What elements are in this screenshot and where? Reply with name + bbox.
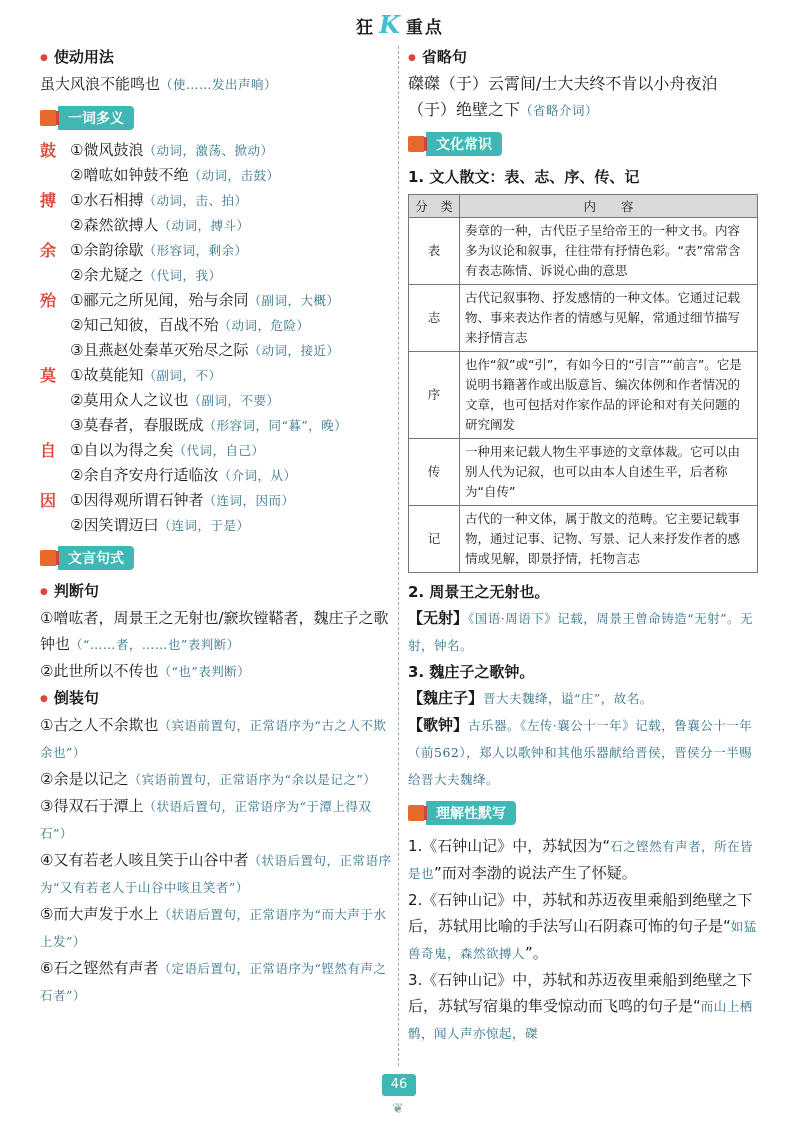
sentence-item [40,847,395,901]
header-k-logo: K [379,10,402,39]
sentence-text: ②此世所以不传也 [40,662,159,680]
table-cell-content: 一种用来记载人物生平事迹的文章体裁。它可以由别人代为记叙，也可以由本人自述生平，后者称为“自传” [460,439,758,506]
polysemy-char: 自 [40,441,57,460]
polysemy-note: （副词，大概） [248,293,340,308]
polysemy-char: 鼓 [40,141,57,160]
polysemy-meaning [70,188,395,213]
dictation-q1-answer: 石之铿然有声者，所在皆是也 [408,839,754,881]
dictation-q2 [408,887,763,967]
polysemy-title: 一词多义 [58,106,134,130]
polysemy-meaning [70,238,395,263]
polysemy-char: 余 [40,241,57,260]
polysemy-example: ①郦元之所见闻，殆与余同 [70,291,249,309]
culture-item-3-note-b-line [408,712,763,793]
polysemy-meaning [70,413,395,438]
sentence-item [40,766,395,793]
wuyi-label: 【无射】 [408,609,469,627]
column-divider [398,46,399,1066]
sentence-note: （状语后置句，正常语序为“而大声于水上发”） [40,907,387,949]
sentence-text: ⑤而大声发于水上 [40,905,159,923]
book-icon [40,110,56,126]
polysemy-note: （代词，自己） [173,443,265,458]
polysemy-meaning [70,338,395,363]
polysemy-example: ③且燕赵处秦革灭殆尽之际 [70,341,249,359]
polysemy-example: ②知己知彼，百战不殆 [70,316,219,334]
polysemy-example: ②森然欲搏人 [70,216,159,234]
polysemy-meaning [70,488,395,513]
sentence-item [40,658,395,685]
polysemy-items [70,438,395,488]
polysemy-note: （动词，搏斗） [158,218,250,233]
polysemy-example: ①水石相搏 [70,191,144,209]
sentence-text: ②余是以记之 [40,770,129,788]
sentence-item [40,712,395,766]
polysemy-char: 因 [40,491,57,510]
table-cell-content: 古代的一种文体，属于散文的范畴。它主要记载事物，通过记事、记物、写景、记人来抒发作者的感情或见解，即景抒情，托物言志 [460,506,758,573]
dictation-section-heading [408,801,763,825]
polysemy-items [70,138,395,188]
polysemy-note: （副词，不要） [188,393,280,408]
omission-line-b [408,97,763,124]
polysemy-meaning [70,313,395,338]
polysemy-meaning [70,438,395,463]
culture-table [408,194,758,573]
page-header [0,10,800,39]
culture-item-3: 3. 魏庄子之歌钟。 [408,663,535,681]
polysemy-word [40,138,395,188]
table-row [409,285,758,352]
inverted-title: ● 倒装句 [40,685,395,712]
polysemy-example: ②因笑谓迈曰 [70,516,159,534]
sentence-note: （“……者，……也”表判断） [70,637,240,652]
patterns-section-heading [40,546,395,570]
weizhuangzi-label: 【魏庄子】 [408,689,484,707]
dictation-q3-prompt: 3.《石钟山记》中，苏轼和苏迈夜里乘船到绝壁之下后，苏轼写宿巢的隼受惊动而飞鸣的句子是“ [408,971,753,1015]
polysemy-note: （连词，于是） [158,518,250,533]
sentence-note: （“也”表判断） [158,664,251,679]
sentence-text: ④又有若老人咳且笑于山谷中者 [40,851,249,869]
table-cell-category: 志 [409,285,460,352]
polysemy-meaning [70,288,395,313]
polysemy-items [70,238,395,288]
right-column [408,44,763,1047]
polysemy-example: ①因得观所谓石钟者 [70,491,204,509]
polysemy-section-heading [40,106,395,130]
causative-title: ● 使动用法 [40,44,395,71]
dictation-q2-end: ”。 [525,944,548,962]
table-cell-category: 记 [409,506,460,573]
culture-title: 文化常识 [426,132,502,156]
sentence-note: （定语后置句，正常语序为“铿然有声之石者”） [40,961,387,1003]
dictation-q1-prompt: 1.《石钟山记》中，苏轼因为“ [408,837,611,855]
polysemy-note: （介词，从） [218,468,297,483]
table-cell-category: 传 [409,439,460,506]
dictation-q2-prompt: 2.《石钟山记》中，苏轼和苏迈夜里乘船到绝壁之下后，苏轼用比喻的手法写山石阴森可怖的句子是“ [408,891,753,935]
table-header-category: 分 类 [409,195,460,218]
book-icon [408,805,424,821]
polysemy-char: 莫 [40,366,57,385]
omission-sentence-a: 磔磔（于）云霄间/士大夫终不肯以小舟夜泊 [408,74,718,93]
polysemy-items [70,188,395,238]
leaf-icon: ❦ [392,1101,404,1117]
culture-item-2: 2. 周景王之无射也。 [408,583,550,601]
table-row [409,352,758,439]
polysemy-example: ③莫春者，春服既成 [70,416,204,434]
sentence-item [40,955,395,1009]
omission-title: ● 省略句 [408,44,763,71]
sentence-note: （状语后置句，正常语序为“于潭上得双石”） [40,799,372,841]
polysemy-word [40,488,395,538]
book-icon [408,136,424,152]
polysemy-example: ②余自齐安舟行适临汝 [70,466,219,484]
polysemy-items [70,363,395,438]
table-row [409,439,758,506]
polysemy-word [40,363,395,438]
polysemy-items [70,488,395,538]
book-icon [40,550,56,566]
polysemy-meaning [70,363,395,388]
dictation-title: 理解性默写 [426,801,516,825]
polysemy-word [40,238,395,288]
polysemy-example: ②余尤疑之 [70,266,144,284]
judgement-title: ● 判断句 [40,578,395,605]
polysemy-note: （动词，接近） [248,343,340,358]
causative-line [40,71,395,98]
page-number: 46 [382,1074,416,1096]
dictation-q3 [408,967,763,1047]
polysemy-example: ②莫用众人之议也 [70,391,189,409]
table-cell-content: 奏章的一种，古代臣子呈给帝王的一种文书。内容多为议论和叙事，往往带有抒情色彩。“表”常常含有表志陈情、诉说心曲的意思 [460,218,758,285]
dictation-q2-answer: 如猛兽奇鬼，森然欲搏人 [408,919,757,961]
polysemy-note: （形容词，剩余） [143,243,248,258]
sentence-text: ①古之人不余欺也 [40,716,159,734]
polysemy-items [70,288,395,363]
table-cell-category: 序 [409,352,460,439]
sentence-text: ①噌吰者，周景王之无射也/窾坎镗鞳者，魏庄子之歌钟也 [40,609,389,653]
polysemy-note: （形容词，同“暮”，晚） [203,418,348,433]
polysemy-example: ②噌吰如钟鼓不绝 [70,166,189,184]
polysemy-word [40,188,395,238]
header-left: 狂 [356,18,376,38]
polysemy-example: ①微风鼓浪 [70,141,144,159]
dictation-q1 [408,833,763,887]
table-cell-content: 也作“叙”或“引”，有如今日的“引言”“前言”。它是说明书籍著作或出版意旨、编次体例和作者情况的文章，也可包括对作家作品的评论和对有关问题的研究阐发 [460,352,758,439]
sentence-text: ⑥石之铿然有声者 [40,959,159,977]
causative-note: （使……发出声响） [160,77,278,92]
sentence-item [40,901,395,955]
polysemy-note: （副词，不） [143,368,222,383]
judgement-list [40,605,395,685]
gezhong-label: 【歌钟】 [408,716,469,734]
gezhong-note: 古乐器。《左传·襄公十一年》记载，鲁襄公十一年（前562），郑人以歌钟和其他乐器献给晋侯，晋侯分一半赐给晋大夫魏绛。 [408,718,753,787]
omission-sentence-b: （于）绝壁之下 [408,100,521,119]
culture-item-3-note-a-line [408,685,763,712]
sentence-note: （宾语前置句，正常语序为“余以是记之”） [128,772,377,787]
sentence-text: ③得双石于潭上 [40,797,144,815]
culture-item-2-note-line [408,605,763,659]
sentence-note: （宾语前置句，正常语序为“古之人不欺余也”） [40,718,387,760]
polysemy-meaning [70,163,395,188]
dictation-q1-end: ”而对李渤的说法产生了怀疑。 [434,864,637,882]
wuyi-note: 《国语·周语下》记载，周景王曾命铸造“无射”。无射，钟名。 [408,611,754,653]
causative-sentence: 虽大风浪不能鸣也 [40,75,161,93]
culture-item-1: 1. 文人散文：表、志、序、传、记 [408,168,640,186]
table-header-content: 内 容 [460,195,758,218]
omission-note: （省略介词） [520,103,599,118]
polysemy-note: （代词，我） [143,268,222,283]
polysemy-note: （连词，因而） [203,493,295,508]
sentence-item [40,793,395,847]
inverted-list [40,712,395,1009]
polysemy-note: （动词，击、拍） [143,193,248,208]
polysemy-note: （动词，击鼓） [188,168,280,183]
culture-section-heading [408,132,763,156]
polysemy-meaning [70,388,395,413]
header-right: 重点 [405,18,444,38]
polysemy-example: ①自以为得之矣 [70,441,174,459]
dictation-q3-answer: 而山上栖鹘，闻人声亦惊起，磔 [408,999,753,1041]
polysemy-note: （动词，激荡、掀动） [143,143,274,158]
polysemy-char: 搏 [40,191,57,210]
polysemy-meaning [70,263,395,288]
table-cell-category: 表 [409,218,460,285]
polysemy-meaning [70,513,395,538]
polysemy-meaning [70,213,395,238]
polysemy-meaning [70,463,395,488]
polysemy-meaning [70,138,395,163]
polysemy-list [40,138,395,538]
polysemy-note: （动词，危险） [218,318,310,333]
table-row [409,218,758,285]
polysemy-char: 殆 [40,291,57,310]
patterns-title: 文言句式 [58,546,134,570]
left-column [40,44,395,1009]
polysemy-word [40,288,395,363]
polysemy-word [40,438,395,488]
table-row [409,506,758,573]
weizhuangzi-note: 晋大夫魏绛，谥“庄”，故名。 [483,691,653,706]
sentence-note: （状语后置句，正常语序为“又有若老人于山谷中咳且笑者”） [40,853,392,895]
table-cell-content: 古代记叙事物、抒发感情的一种文体。它通过记载物、事来表达作者的情感与见解，常通过细节描写来抒情言志 [460,285,758,352]
sentence-item [40,605,395,658]
polysemy-example: ①故莫能知 [70,366,144,384]
polysemy-example: ①余韵徐歇 [70,241,144,259]
